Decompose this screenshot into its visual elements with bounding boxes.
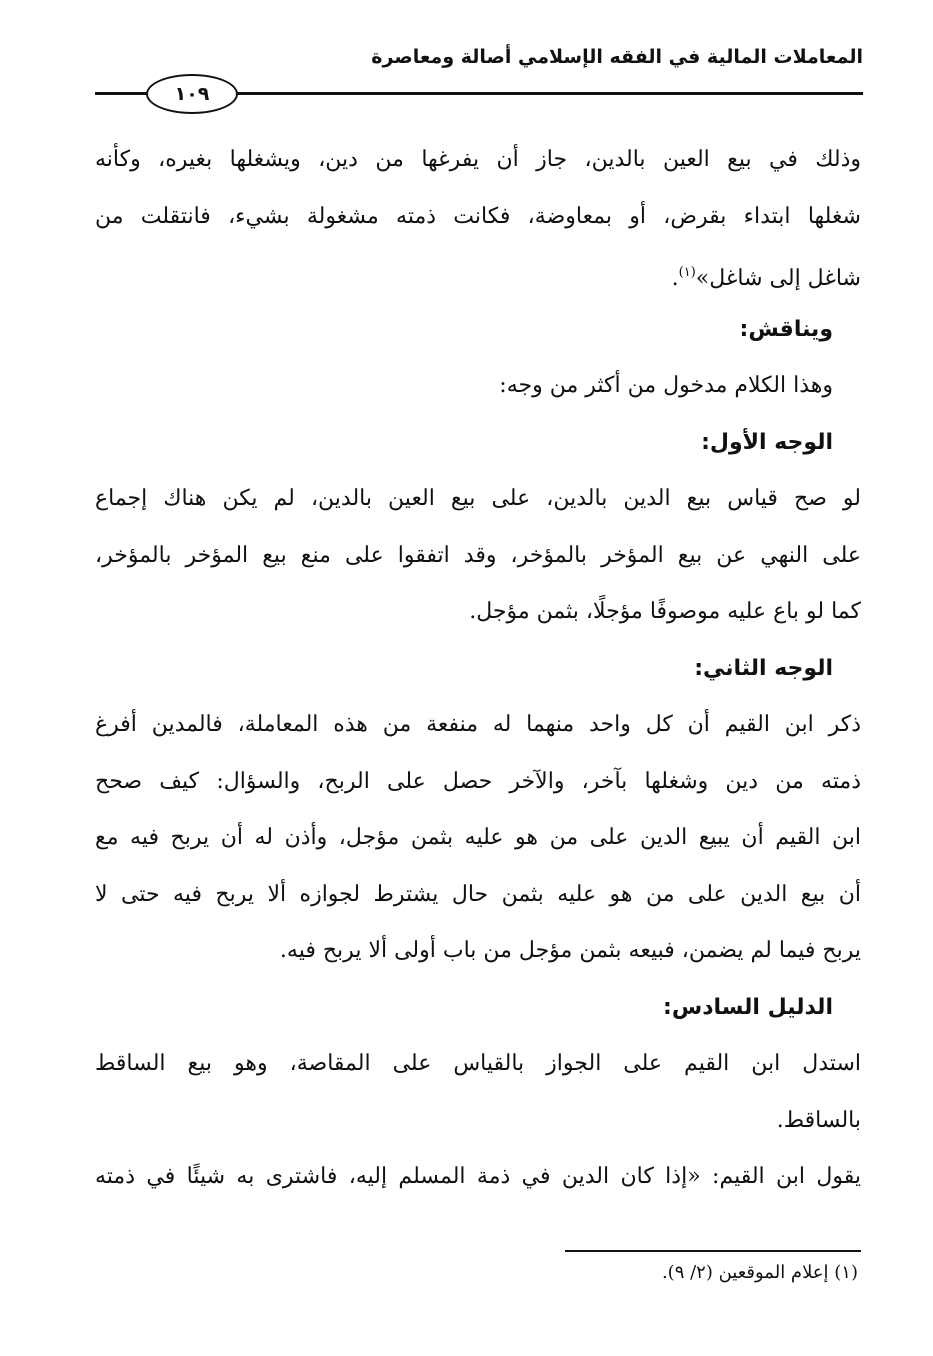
section-heading-second-aspect: الوجه الثاني:: [694, 655, 833, 681]
body-line: بالساقط.: [776, 1107, 861, 1133]
body-line: أن بيع الدين على من هو عليه بثمن حال يشترط لجوازه ألا يربح فيه حتى لا: [95, 881, 861, 907]
page-number-badge: [146, 74, 238, 114]
body-line: وهذا الكلام مدخول من أكثر من وجه:: [499, 373, 833, 398]
body-line: يقول ابن القيم: «إذا كان الدين في ذمة المسلم إليه، فاشترى به شيئًا في ذمته: [95, 1164, 861, 1189]
running-header-title: المعاملات المالية في الفقه الإسلامي أصالة ومعاصرة: [371, 46, 863, 68]
section-heading-first-aspect: الوجه الأول:: [701, 429, 833, 455]
section-heading-sixth-evidence: الدليل السادس:: [663, 994, 833, 1020]
page-body: [95, 132, 861, 1206]
body-line: شغلها ابتداء بقرض، أو بمعاوضة، فكانت ذمته مشغولة بشيء، فانتقلت من: [95, 203, 861, 229]
body-line: وذلك في بيع العين بالدين، جاز أن يفرغها من دين، ويشغلها بغيره، وكأنه: [95, 147, 861, 172]
footnote-rule: [565, 1250, 861, 1252]
sentence-end: .: [671, 266, 679, 291]
footnote-reference: (١): [678, 265, 696, 280]
body-line-text: شاغل إلى شاغل»: [695, 266, 861, 291]
body-line: ذكر ابن القيم أن كل واحد منهما له منفعة من هذه المعاملة، فالمدين أفرغ: [95, 712, 861, 737]
body-line: استدل ابن القيم على الجواز بالقياس على المقاصة، وهو بيع الساقط: [95, 1051, 861, 1076]
page-number: ١٠٩: [174, 83, 210, 105]
body-line: على النهي عن بيع المؤخر بالمؤخر، وقد اتفقوا على منع بيع المؤخر بالمؤخر،: [95, 542, 861, 568]
body-line: ذمته من دين وشغلها بآخر، والآخر حصل على الربح، والسؤال: كيف صحح: [95, 768, 861, 794]
body-line-with-ref: [95, 245, 861, 302]
section-heading-discussion: ويناقش:: [739, 316, 833, 342]
footnote: (١) إعلام الموقعين (٢/ ٩).: [661, 1262, 858, 1283]
body-line: كما لو باع عليه موصوفًا مؤجلًا، بثمن مؤجل.: [469, 599, 861, 624]
body-line: لو صح قياس بيع الدين بالدين، على بيع العين بالدين، لم يكن هناك إجماع: [95, 486, 861, 511]
body-line: ابن القيم أن يبيع الدين على من هو عليه بثمن مؤجل، وأذن له أن يربح فيه مع: [95, 825, 861, 850]
body-line: يربح فيما لم يضمن، فبيعه بثمن مؤجل من باب أولى ألا يربح فيه.: [279, 938, 861, 963]
